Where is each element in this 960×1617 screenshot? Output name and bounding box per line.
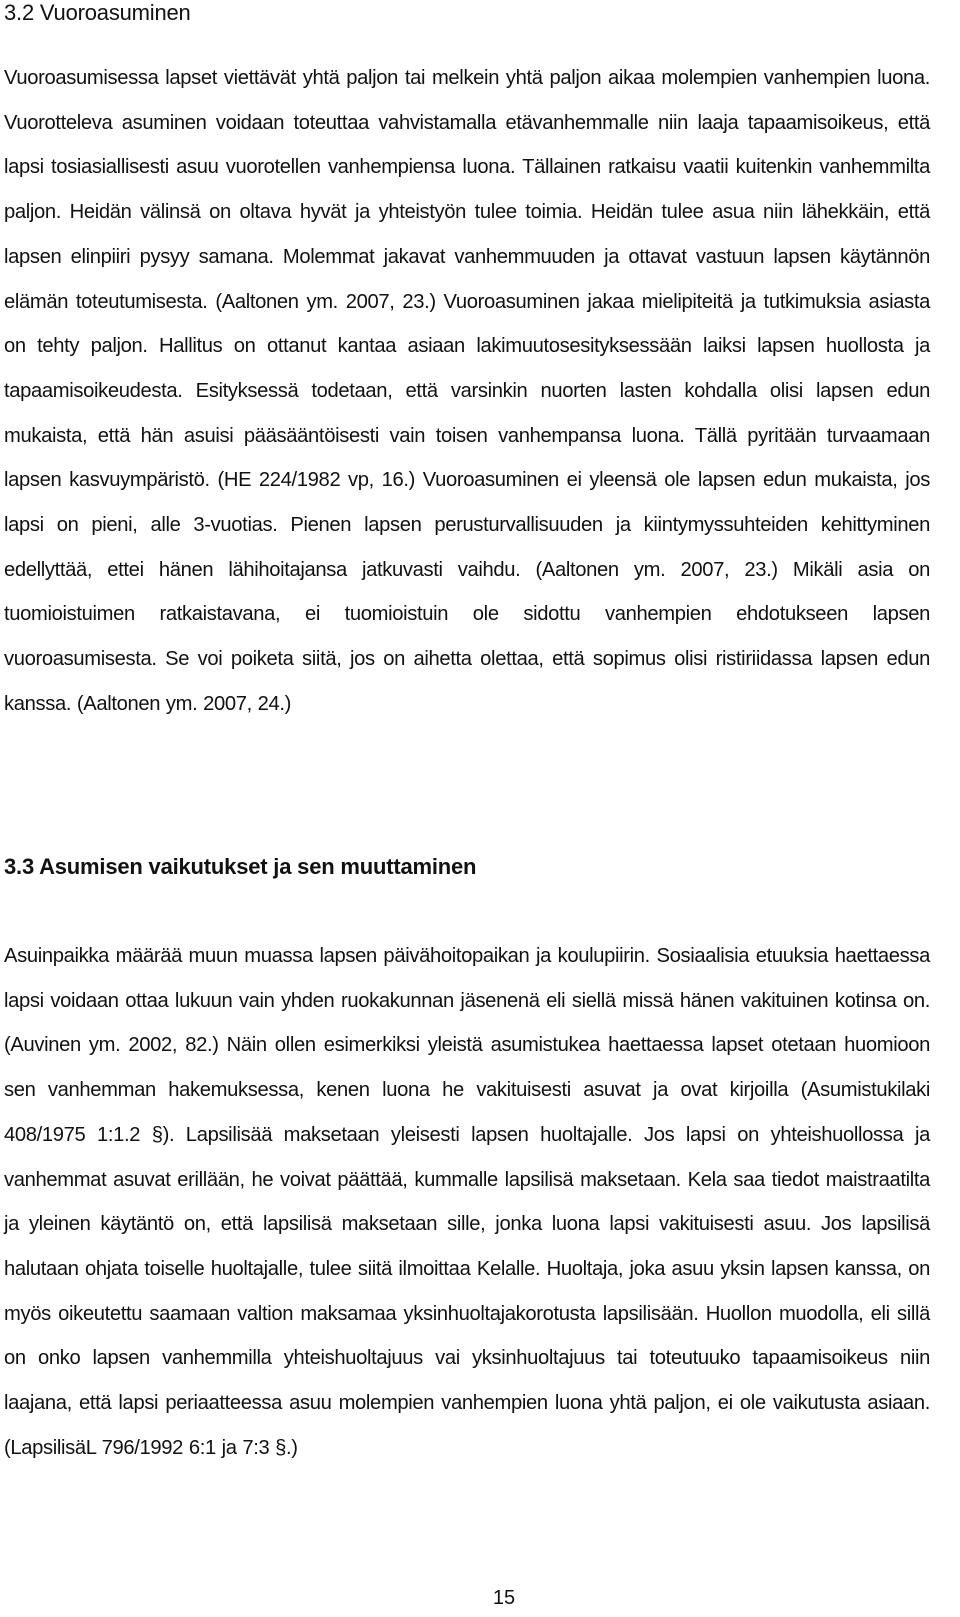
body-paragraph-asumisen-vaikutukset: Asuinpaikka määrää muun muassa lapsen päivähoitopaikan ja koulupiirin. Sosiaalisia etuuksia haettaessa lapsi voidaan ottaa lukuun vain yhden ruokakunnan jäsenenä eli siellä missä hänen vakituinen kotinsa on. (Auvinen ym. 2002, 82.) Näin ollen esimerkiksi yleistä asumistukea haettaessa lapset otetaan huomioon sen vanhemman hakemuksessa, kenen luona he vakituisesti asuvat ja ovat kirjoilla (Asumistukilaki 408/1975 1:1.2 §). Lapsilisää maksetaan yleisesti lapsen huoltajalle. Jos lapsi on yhteishuollossa ja vanhemmat asuvat erillään, he voivat päättää, kummalle lapsilisä maksetaan. Kela saa tiedot maistraatilta ja yleinen käytäntö on, että lapsilisä maksetaan sille, jonka luona lapsi vakituisesti asuu. Jos lapsilisä halutaan ohjata toiselle huoltajalle, tulee siitä ilmoittaa Kelalle. Huoltaja, joka asuu yksin lapsen kanssa, on myös oikeutettu saamaan valtion maksamaa yksinhuoltajakorotusta lapsilisään. Huollon muodolla, eli sillä on onko lapsen vanhemmilla yhteishuoltajuus vai yksinhuoltajuus tai toteutuuko tapaamisoikeus niin laajana, että lapsi periaatteessa asuu molempien vanhempien luona yhtä paljon, ei ole vaikutusta asiaan. (LapsilisäL 796/1992 6:1 ja 7:3 §.) [4, 945, 930, 1459]
section-heading-vuoroasuminen: 3.2 Vuoroasuminen [4, 0, 191, 25]
body-paragraph-vuoroasuminen: Vuoroasumisessa lapset viettävät yhtä paljon tai melkein yhtä paljon aikaa molempien vanhempien luona. Vuorotteleva asuminen voidaan toteuttaa vahvistamalla etävanhemmalle niin laaja tapaamisoikeus, että lapsi tosiasiallisesti asuu vuorotellen vanhempiensa luona. Tällainen ratkaisu vaatii kuitenkin vanhemmilta paljon. Heidän välinsä on oltava hyvät ja yhteistyön tulee toimia. Heidän tulee asua niin lähekkäin, että lapsen elinpiiri pysyy samana. Molemmat jakavat vanhemmuuden ja ottavat vastuun lapsen käytännön elämän toteutumisesta. (Aaltonen ym. 2007, 23.) Vuoroasuminen jakaa mielipiteitä ja tutkimuksia asiasta on tehty paljon. Hallitus on ottanut kantaa asiaan lakimuutosesityksessään laiksi lapsen huollosta ja tapaamisoikeudesta. Esityksessä todetaan, että varsinkin nuorten lasten kohdalla olisi lapsen edun mukaista, että hän asuisi pääsääntöisesti vain toisen vanhempansa luona. Tällä pyritään turvaamaan lapsen kasvuympäristö. (HE 224/1982 vp, 16.) Vuoroasuminen ei yleensä ole lapsen edun mukaista, jos lapsi on pieni, alle 3-vuotias. Pienen lapsen perusturvallisuuden ja kiintymyssuhteiden kehittyminen edellyttää, ettei hänen lähihoitajansa jatkuvasti vaihdu. (Aaltonen ym. 2007, 23.) Mikäli asia on tuomioistuimen ratkaistavana, ei tuomioistuin ole sidottu vanhempien ehdotukseen lapsen vuoroasumisesta. Se voi poiketa siitä, jos on aihetta olettaa, että sopimus olisi ristiriidassa lapsen edun kanssa. (Aaltonen ym. 2007, 24.) [4, 67, 930, 715]
page-number: 15 [492, 1587, 516, 1609]
section-heading-asumisen-vaikutukset: 3.3 Asumisen vaikutukset ja sen muuttaminen [4, 854, 477, 879]
